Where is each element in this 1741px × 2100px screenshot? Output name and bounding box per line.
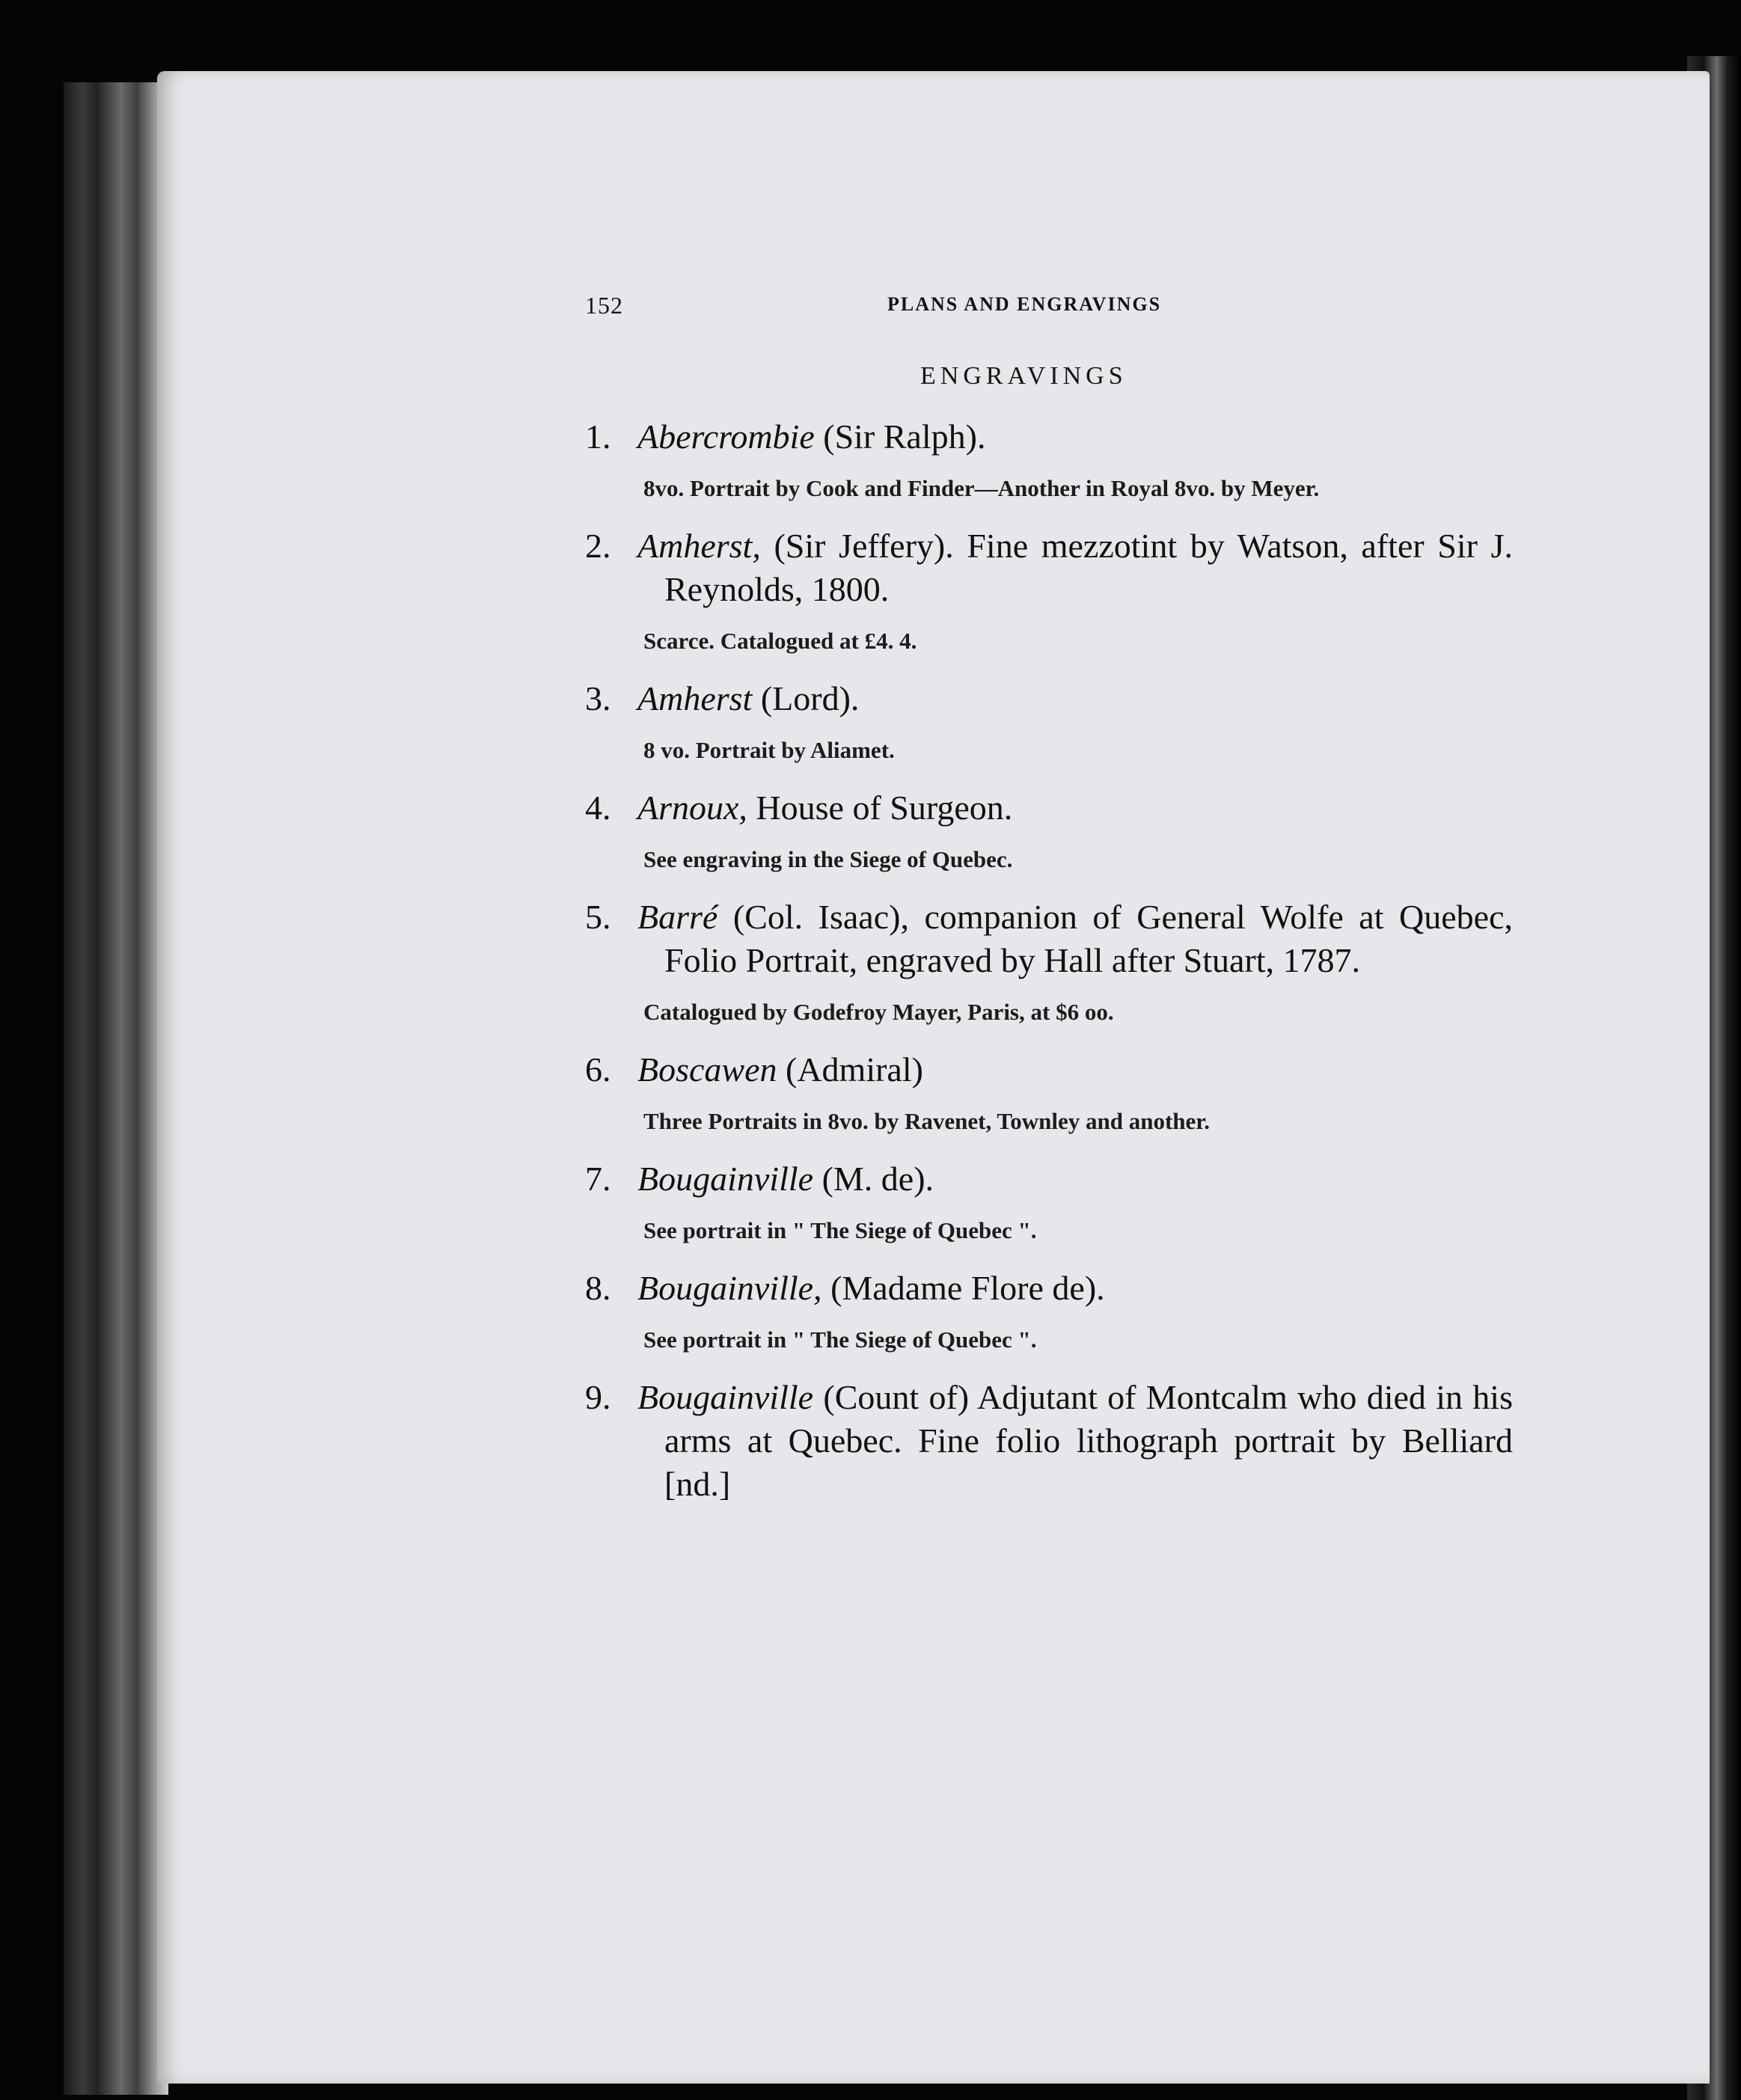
entry-description: (Lord). [752,679,860,717]
entry-heading [585,415,1513,459]
list-item [585,1157,1513,1247]
list-item [585,415,1513,505]
entry-heading [585,524,1513,611]
entry-heading [585,677,1513,720]
entry-description: (Col. Isaac), companion of General Wolfe at Quebec, Folio Portrait, engraved by Hall after Stuart, 1787. [664,898,1513,979]
entry-number: 3. [585,679,611,717]
entry-heading [585,1048,1513,1092]
entry-heading [585,786,1513,830]
entry-note: 8vo. Portrait by Cook and Finder—Another in Royal 8vo. by Meyer. [643,475,1320,501]
entry-number: 7. [585,1160,611,1198]
entry-note: See portrait in " The Siege of Quebec ". [643,1326,1037,1353]
book-binding-edge [64,82,168,2095]
entry-number: 1. [585,417,611,456]
entry-number: 9. [585,1378,611,1416]
entry-note: Catalogued by Godefroy Mayer, Paris, at $6 oo. [643,999,1114,1025]
entry-description: (Madame Flore de). [821,1269,1105,1307]
entry-description: House of Surgeon. [747,789,1013,827]
entry-name: Bougainville [637,1160,814,1198]
entry-heading [585,1267,1513,1310]
list-item [585,677,1513,767]
entry-heading [585,1157,1513,1201]
entry-number: 4. [585,789,611,827]
section-title: ENGRAVINGS [920,362,1127,390]
entry-note: Three Portraits in 8vo. by Ravenet, Townley and another. [643,1108,1210,1134]
entry-number: 2. [585,527,611,565]
entry-description: (Count of) Adjutant of Montcalm who died in his arms at Quebec. Fine folio lithograph portrait by Belliard [nd.] [664,1378,1513,1503]
entry-name: Barré [637,898,718,936]
entry-name: Bougainville [637,1378,814,1416]
entry-name: Boscawen [637,1050,777,1089]
entry-description: (M. de). [813,1160,934,1198]
entry-name: Arnoux, [637,789,747,827]
running-head: PLANS AND ENGRAVINGS [887,293,1162,315]
page-header [585,292,1513,322]
list-item [585,1267,1513,1356]
list-item [585,1376,1513,1506]
entry-description: (Sir Ralph). [814,417,986,456]
entry-note: 8 vo. Portrait by Aliamet. [643,737,895,763]
list-item [585,524,1513,658]
entry-name: Abercrombie [637,417,815,456]
list-item [585,896,1513,1029]
entry-description: (Admiral) [777,1050,923,1089]
entry-heading [585,1376,1513,1506]
entry-heading [585,896,1513,982]
entry-name: Amherst [637,679,753,717]
entry-number: 8. [585,1269,611,1307]
list-item [585,786,1513,876]
entry-name: Amherst, [637,527,761,565]
page-number: 152 [585,292,623,319]
entry-note: Scarce. Catalogued at £4. 4. [643,628,917,654]
engraving-list [585,415,1513,1525]
entry-number: 5. [585,898,611,936]
entry-name: Bougainville, [637,1269,822,1307]
entry-note: See portrait in " The Siege of Quebec ". [643,1217,1037,1243]
entry-description: (Sir Jeffery). Fine mezzotint by Watson, after Sir J. Reynolds, 1800. [664,527,1513,608]
list-item [585,1048,1513,1138]
entry-number: 6. [585,1050,611,1089]
entry-note: See engraving in the Siege of Quebec. [643,846,1013,872]
